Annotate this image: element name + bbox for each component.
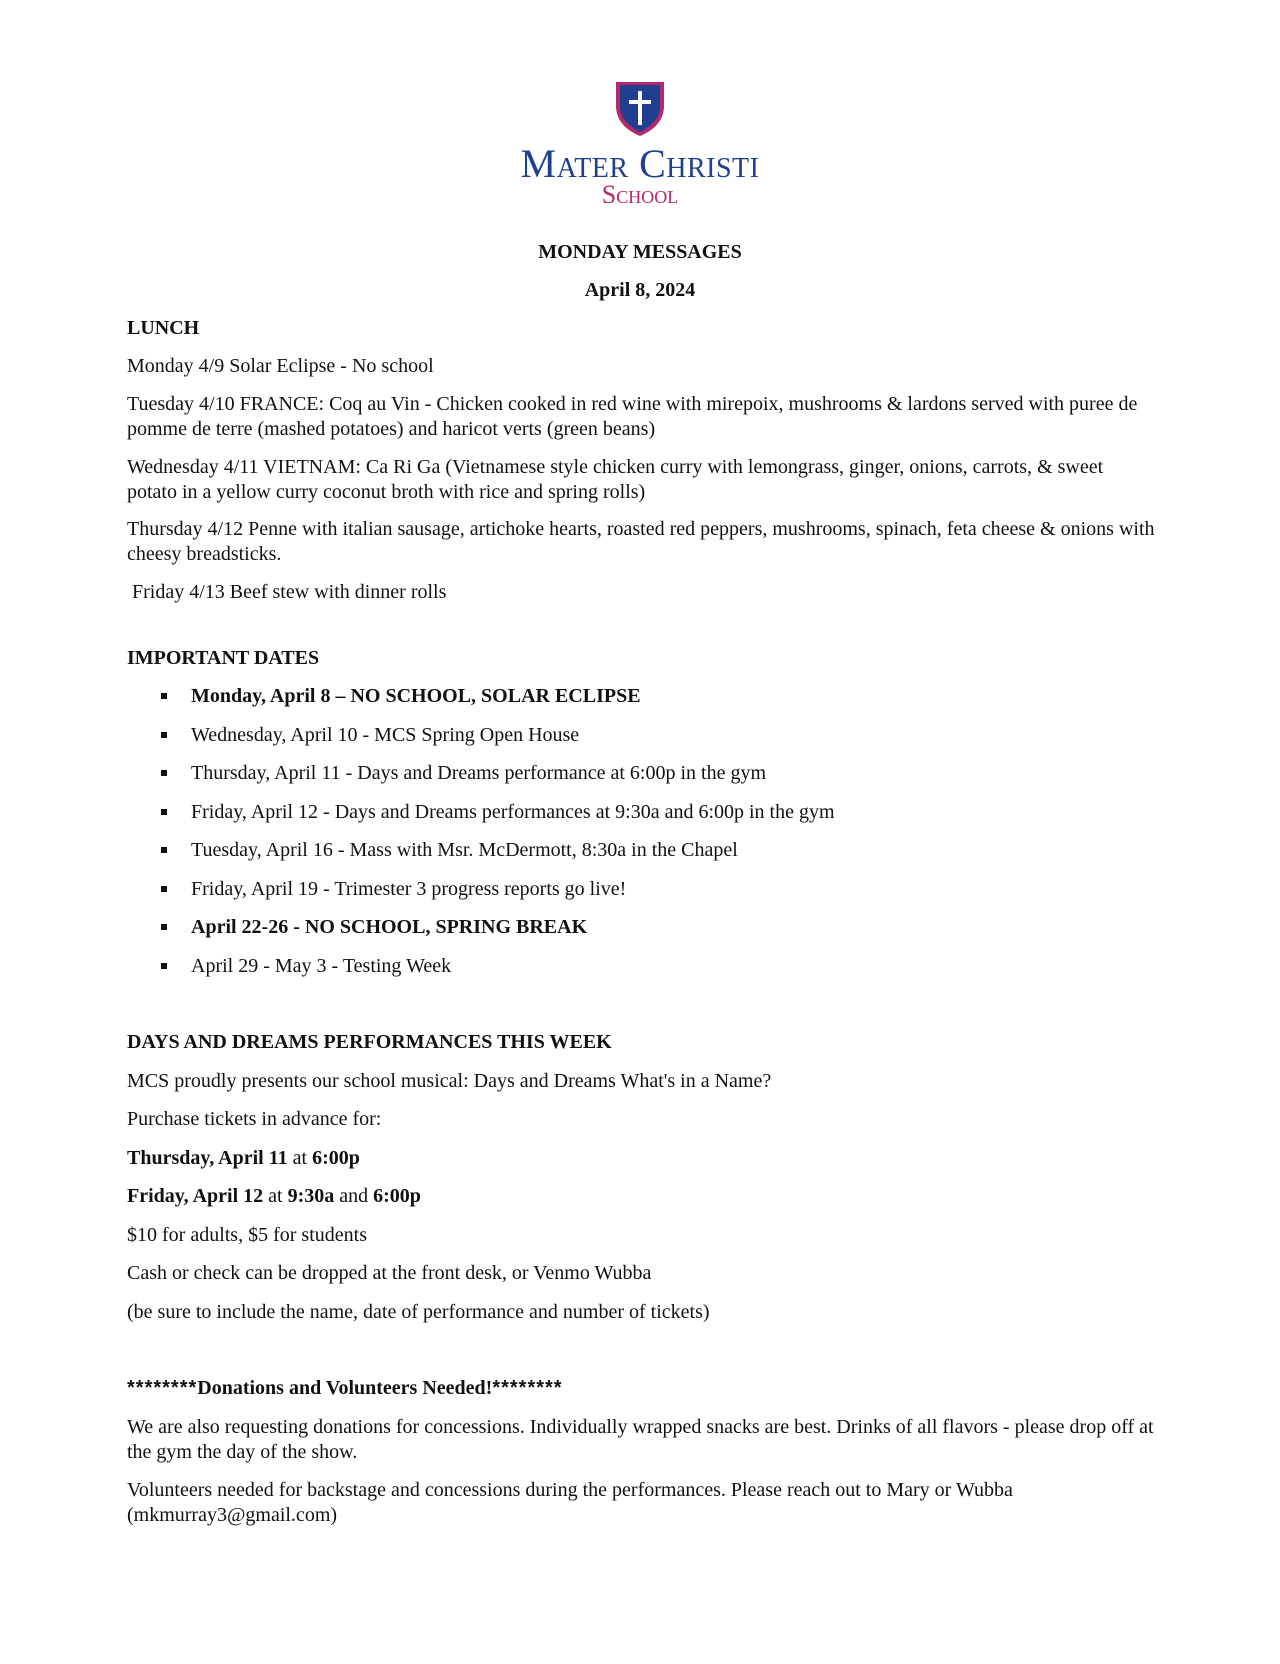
page-title: MONDAY MESSAGES [538,241,742,263]
list-item: Monday, April 8 – NO SCHOOL, SOLAR ECLIPSE [127,684,1127,723]
lunch-item: Monday 4/9 Solar Eclipse - No school [127,355,434,377]
bullet-icon [161,770,167,776]
list-item: Thursday, April 11 - Days and Dreams performance at 6:00p in the gym [127,761,1127,800]
donations-paragraph: We are also requesting donations for concessions. Individually wrapped snacks are best. Drinks of all flavors - please drop off at the gym the day of the show. [127,1416,1154,1463]
lunch-heading: LUNCH [127,317,200,339]
payment-info: Cash or check can be dropped at the front desk, or Venmo Wubba [127,1262,652,1284]
bullet-icon [161,732,167,738]
volunteers-paragraph: Volunteers needed for backstage and concessions during the performances. Please reach out to Mary or Wubba (mkmurray3@gmail.com) [127,1479,1013,1526]
cross-shield-icon [612,76,668,138]
payment-note: (be sure to include the name, date of performance and number of tickets) [127,1301,710,1323]
show-thursday: Thursday, April 11 at 6:00p [127,1147,360,1169]
lunch-item: Thursday 4/12 Penne with italian sausage, artichoke hearts, roasted red peppers, mushrooms, spinach, feta cheese & onions with cheesy breadsticks. [127,518,1155,565]
ticket-prices: $10 for adults, $5 for students [127,1224,367,1246]
performances-heading: DAYS AND DREAMS PERFORMANCES THIS WEEK [127,1031,612,1053]
lunch-item: Tuesday 4/10 FRANCE: Coq au Vin - Chicken cooked in red wine with mirepoix, mushrooms & lardons served with puree de pomme de terre (mashed potatoes) and haricot verts (green beans) [127,393,1138,440]
school-logo [510,76,770,208]
list-item: Tuesday, April 16 - Mass with Msr. McDermott, 8:30a in the Chapel [127,838,1127,877]
lunch-item: Friday 4/13 Beef stew with dinner rolls [127,581,447,603]
donations-heading: ********Donations and Volunteers Needed!******** [127,1377,563,1399]
bullet-icon [161,886,167,892]
page-date: April 8, 2024 [584,279,696,301]
important-dates-heading: IMPORTANT DATES [127,647,320,669]
bullet-icon [161,847,167,853]
logo-school: School [601,180,679,209]
list-item: Friday, April 19 - Trimester 3 progress reports go live! [127,877,1127,916]
bullet-icon [161,924,167,930]
bullet-icon [161,809,167,815]
bullet-icon [161,693,167,699]
show-friday: Friday, April 12 at 9:30a and 6:00p [127,1185,421,1207]
important-dates-list [127,684,1127,992]
list-item: April 29 - May 3 - Testing Week [127,954,1127,993]
list-item: April 22-26 - NO SCHOOL, SPRING BREAK [127,915,1127,954]
purchase-text: Purchase tickets in advance for: [127,1108,382,1130]
list-item: Friday, April 12 - Days and Dreams performances at 9:30a and 6:00p in the gym [127,800,1127,839]
performances-intro: MCS proudly presents our school musical: Days and Dreams What's in a Name? [127,1070,772,1092]
list-item: Wednesday, April 10 - MCS Spring Open House [127,723,1127,762]
logo-name: Mater Christi [520,141,760,186]
bullet-icon [161,963,167,969]
lunch-item: Wednesday 4/11 VIETNAM: Ca Ri Ga (Vietnamese style chicken curry with lemongrass, ginger, onions, carrots, & sweet potato in a yellow curry coconut broth with rice and spring rolls) [127,456,1104,503]
